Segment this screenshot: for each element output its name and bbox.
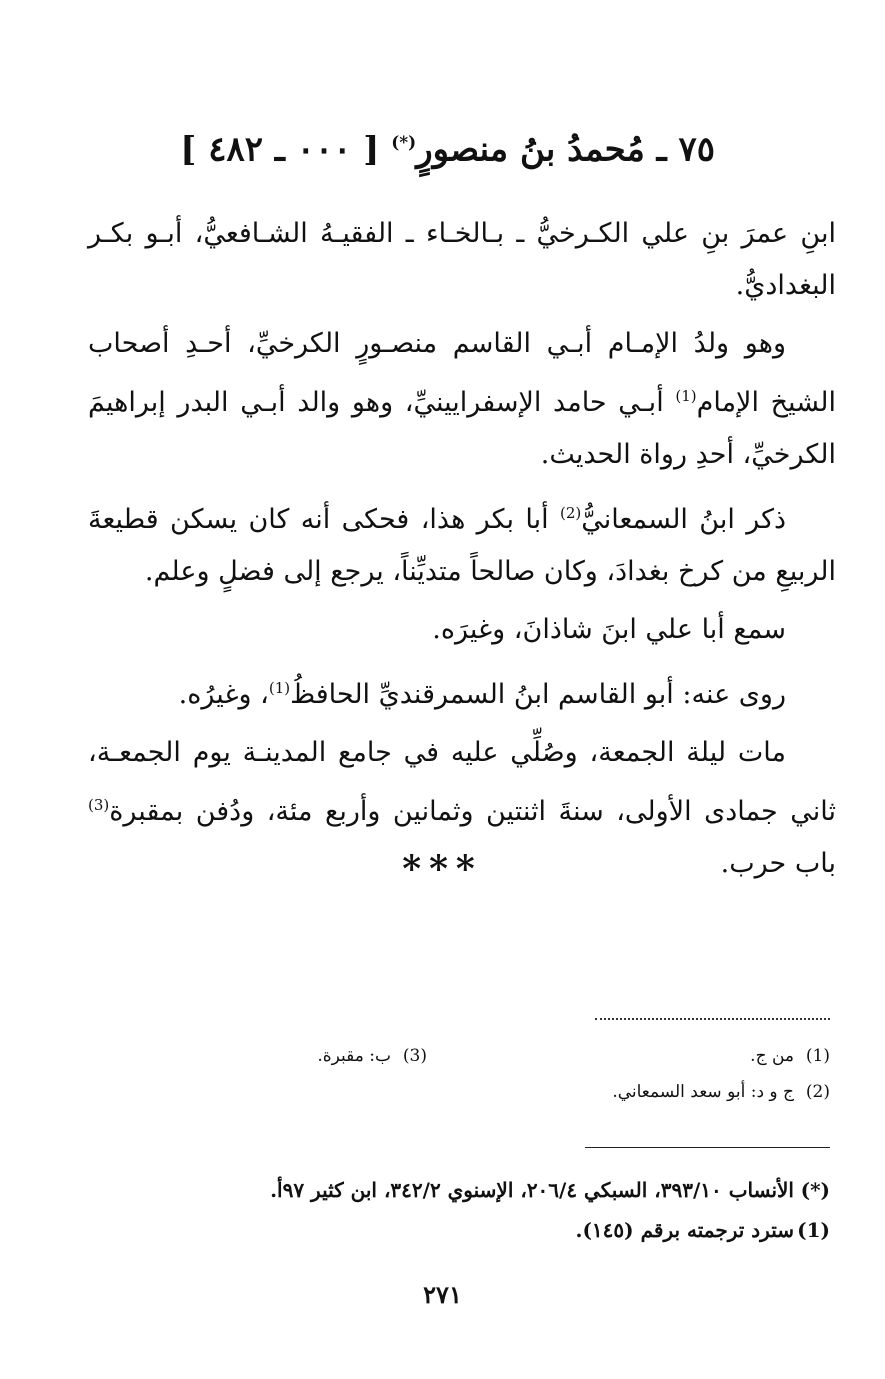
collation-note: (2)ج و د: أبو سعد السمعاني. xyxy=(612,1082,830,1102)
reference-note: (1)سترد ترجمته برقم (١٤٥). xyxy=(575,1218,830,1242)
title-note-marker: (*) xyxy=(391,133,417,153)
reference-note: (*)الأنساب ٣٩٣/١٠، السبكي ٢٠٦/٤، الإسنوي ٣٤٢/٢، ابن كثير ٩٧أ. xyxy=(270,1178,830,1202)
paragraph-mention: ذكر ابنُ السمعانيُّ$^{(2)}$ أبا بكر هذا، فحكى أنه كان يسكن قطيعةَ الربيعِ من كرخ بغدادَ، وكان صالحاً متديِّناً، يرجع إلى فضلٍ وعلم. xyxy=(88,504,836,587)
entry-body xyxy=(88,208,836,896)
paragraph-death: مات ليلة الجمعة، وصُلِّي عليه في جامع المدينـة يوم الجمعـة، ثاني جمادى الأولى، سنةَ اثنتين وثمانين وأربع مئة، ودُفن بمقبرة$^{(3)}$ باب حرب. xyxy=(88,737,836,879)
paragraph-lineage: ابنِ عمرَ بنِ علي الكـرخيُّ ـ بـالخـاء ـ الفقيـهُ الشـافعيُّ، أبـو بكـر البغداديُّ. xyxy=(88,218,836,301)
entry-date-range: [ ٠٠٠ ـ ٤٨٢ ] xyxy=(180,129,380,170)
page-number: ٢٧١ xyxy=(423,1280,462,1309)
entry-number-name: ٧٥ ـ مُحمدُ بنُ منصورٍ xyxy=(416,129,715,170)
footnote-marker: (2) xyxy=(559,504,582,522)
footnote-marker: (1) xyxy=(675,387,697,405)
paragraph-teachers: سمع أبا علي ابنَ شاذانَ، وغيرَه. xyxy=(432,614,786,645)
paragraph-students: روى عنه: أبو القاسم ابنُ السمرقنديِّ الحافظُ$^{(1)}$، وغيرُه. xyxy=(178,679,786,710)
collation-note: (1)من ج. xyxy=(750,1046,830,1066)
footnote-rule xyxy=(585,1147,830,1148)
footnote-marker: (3) xyxy=(88,796,110,814)
collation-note: (3)ب: مقبرة. xyxy=(317,1046,427,1066)
section-separator: *** xyxy=(402,848,483,890)
footnote-marker: (1) xyxy=(268,679,291,697)
entry-title xyxy=(180,118,715,174)
paragraph-family: وهو ولدُ الإمـام أبـي القاسم منصـورٍ الكرخيِّ، أحـدِ أصحاب الشيخ الإمام$^{(1)}$ أبـي حامد الإسفرايينيِّ، وهو والد أبـي البدر إبراهيمَ الكرخيِّ، أحدِ رواة الحديث. xyxy=(88,328,837,470)
dotted-divider xyxy=(595,1018,830,1020)
